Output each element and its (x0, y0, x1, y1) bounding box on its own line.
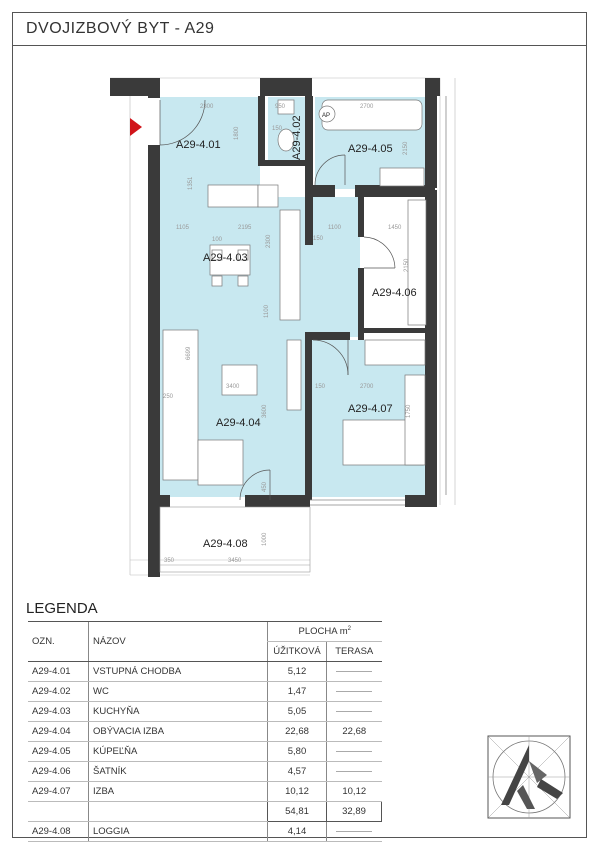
room-label-02: A29-4.02 (291, 115, 303, 160)
svg-text:150: 150 (315, 384, 326, 390)
sofa (163, 330, 198, 480)
room-label-08: A29-4.08 (203, 538, 248, 550)
entrance-arrow-icon (130, 118, 142, 136)
svg-text:3450: 3450 (228, 558, 242, 564)
closet-shelves (408, 200, 426, 325)
tv-unit (287, 340, 301, 410)
room-label-05: A29-4.05 (348, 143, 393, 155)
legend-row: A29-4.04 OBÝVACIA IZBA 22,68 22,68 (28, 722, 382, 742)
room-label-06: A29-4.06 (372, 287, 417, 299)
ap-label: AP (322, 113, 331, 119)
legend-row: A29-4.07 IZBA 10,12 10,12 (28, 782, 382, 802)
col-name-header: NÁZOV (89, 622, 268, 662)
company-logo-icon (487, 735, 571, 819)
svg-text:150: 150 (272, 126, 283, 132)
room-label-07: A29-4.07 (348, 403, 393, 415)
room-fill-hall (305, 197, 360, 337)
legend-totals-row (28, 802, 382, 822)
stove (258, 185, 278, 207)
col-usable-header: ÚŽITKOVÁ (268, 642, 327, 662)
svg-text:2150: 2150 (404, 258, 410, 272)
svg-text:1450: 1450 (388, 225, 402, 231)
svg-text:3400: 3400 (226, 384, 240, 390)
svg-text:1351: 1351 (188, 176, 194, 190)
svg-text:100: 100 (212, 237, 223, 243)
svg-text:2700: 2700 (360, 104, 374, 110)
legend-heading: LEGENDA (26, 600, 98, 617)
total-terrace: 32,89 (327, 802, 382, 822)
svg-text:450: 450 (262, 481, 268, 492)
wardrobe (405, 375, 425, 465)
svg-text:2195: 2195 (238, 225, 252, 231)
kitchen-cabinets (280, 210, 300, 320)
svg-text:350: 350 (164, 558, 175, 564)
kitchen-counter (208, 185, 258, 207)
room-label-03: A29-4.03 (203, 252, 248, 264)
svg-text:2300: 2300 (266, 234, 272, 248)
svg-text:150: 150 (313, 236, 324, 242)
legend-row: A29-4.03 KUCHYŇA 5,05 (28, 702, 382, 722)
total-usable: 54,81 (268, 802, 327, 822)
svg-text:6699: 6699 (186, 346, 192, 360)
bedroom-shelf (365, 340, 425, 365)
svg-text:1750: 1750 (406, 404, 412, 418)
col-terrace-header: TERASA (327, 642, 382, 662)
coffee-table (222, 365, 257, 395)
svg-text:1100: 1100 (264, 305, 270, 318)
col-code-header: OZN. (28, 622, 89, 662)
legend-row: A29-4.08 LOGGIA 4,14 (28, 822, 382, 842)
room-label-01: A29-4.01 (176, 139, 221, 151)
legend-row: A29-4.01 VSTUPNÁ CHODBA 5,12 (28, 662, 382, 682)
legend-row: A29-4.02 WC 1,47 (28, 682, 382, 702)
washbasin (380, 168, 424, 186)
svg-text:950: 950 (275, 104, 286, 110)
svg-text:1100: 1100 (328, 225, 341, 231)
svg-text:3600: 3600 (262, 404, 268, 418)
svg-text:1800: 1800 (234, 126, 240, 140)
legend-table (28, 621, 382, 842)
room-label-04: A29-4.04 (216, 417, 261, 429)
svg-text:1105: 1105 (176, 225, 189, 231)
svg-text:1000: 1000 (262, 532, 268, 546)
page-title: DVOJIZBOVÝ BYT - A29 (26, 20, 215, 37)
legend-row: A29-4.06 ŠATNÍK 4,57 (28, 762, 382, 782)
svg-text:250: 250 (163, 394, 174, 400)
col-area-header: PLOCHA $m^2$ (268, 622, 382, 642)
svg-text:2150: 2150 (403, 141, 409, 155)
svg-text:2700: 2700 (360, 384, 374, 390)
legend-row: A29-4.05 KÚPEĽŇA 5,80 (28, 742, 382, 762)
svg-text:2300: 2300 (200, 104, 214, 110)
legend-header-row (28, 622, 382, 642)
